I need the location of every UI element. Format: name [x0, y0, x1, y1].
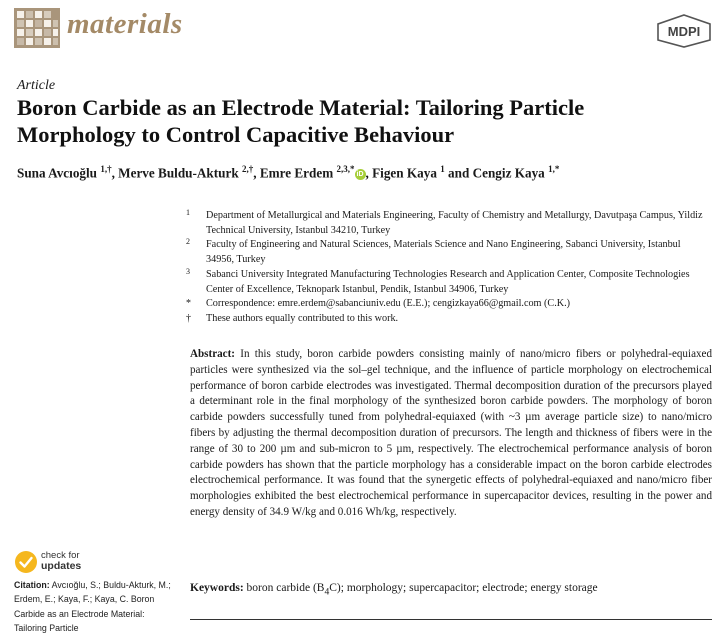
keywords-text: boron carbide (B [246, 582, 325, 594]
affiliations [186, 209, 711, 327]
check-for-updates-line2: updates [41, 560, 82, 572]
correspondence[interactable] [186, 297, 711, 312]
author-affiliation-mark: 2,3,* [336, 164, 355, 174]
keywords-subscript: 4 [324, 586, 330, 598]
author-separator: , [365, 165, 373, 181]
equal-contribution-note [186, 312, 711, 327]
author-affiliation-mark: 2,† [241, 164, 254, 174]
abstract-label: Abstract: [190, 348, 235, 360]
affiliation-text: Faculty of Engineering and Natural Sciences, Materials Science and Nano Engineering, Sabanci University, Istanbul 34956, Turkey [206, 239, 681, 266]
affiliation-item [186, 209, 711, 238]
author-list [17, 164, 717, 181]
journal-logo-icon [14, 8, 60, 48]
author-name[interactable]: Figen Kaya [372, 165, 437, 181]
author-affiliation-mark: 1 [440, 164, 445, 174]
article-type: Article [17, 78, 56, 93]
affiliation-mark: 1 [186, 208, 190, 217]
author-separator: , [253, 165, 260, 181]
check-for-updates-icon [14, 550, 38, 574]
citation-text: Avcıoğlu, S.; Buldu-Akturk, M.; Erdem, E.; Kaya, F.; Kaya, C. Boron Carbide as an Electrode Material: Tailoring Particle [14, 580, 171, 633]
keywords-text-cont: C); morphology; supercapacitor; electrode; energy storage [329, 582, 598, 594]
author-affiliation-mark: 1,* [548, 164, 560, 174]
check-for-updates-button[interactable] [14, 546, 94, 580]
author-affiliation-mark: 1,† [100, 164, 112, 174]
keywords [190, 582, 712, 597]
affiliation-mark: * [186, 298, 191, 310]
author-name[interactable]: Suna Avcıoğlu [17, 165, 98, 181]
affiliation-mark: † [186, 312, 191, 324]
affiliation-text: Sabanci University Integrated Manufacturing Technologies Research and Application Center, Composite Technologies Center of Excellence, Teknopark Istanbul, Pendik, Istanbul 34906, Turkey [206, 268, 690, 295]
affiliation-text: Department of Metallurgical and Materials Engineering, Faculty of Chemistry and Metallurgy, Davutpaşa Campus, Yildiz Technical University, Istanbul 34210, Turkey [206, 210, 703, 236]
abstract [190, 347, 712, 521]
article-title: Boron Carbide as an Electrode Material: Tailoring Particle Morphology to Control Capacitive Behaviour [17, 95, 585, 147]
affiliation-mark: 3 [186, 266, 190, 276]
affiliation-mark: 2 [186, 237, 190, 247]
citation-block [14, 578, 179, 635]
author-name[interactable]: Cengiz Kaya [472, 165, 545, 181]
correspondence-text: Correspondence: emre.erdem@sabanciuniv.edu (E.E.); cengizkaya66@gmail.com (C.K.) [206, 298, 571, 310]
abstract-text: In this study, boron carbide powders consisting mainly of nano/micro fibers or polyhedral-equiaxed particles were synthesized via the sol–gel technique, and the influence of particle morphology on electrochemical performance of boron carbide electrodes was investigated. Thermal decomposition duration of the precursors played a determinant role in the final morphology of the synthesized boron carbide powders. The morphology of boron carbide powders successfully tuned from polyhedral-equiaxed (with ~3 µm average particle size) to nano/micro fibers by adjusting the thermal decomposition duration of precursors. The length and thickness of fibers were in the range of 30 to 200 µm and sub-micron to 5 µm, respectively. The electrochemical performance analysis of boron carbide powders has shown that the particle morphology has a considerable impact on the boron carbide electrodes electrochemical performance. It was found that the synergetic effects of polyhedral-equiaxed and nano/micro fiber morphologies exhibited the best electrochemical performance in supercapacitor devices, resulting in the power and energy density of 34.9 W/kg and 0.016 Wh/kg, respectively. [190, 348, 713, 518]
author-separator: , [111, 165, 119, 181]
affiliation-item [186, 268, 711, 297]
orcid-icon[interactable]: iD [356, 171, 364, 179]
citation-label: Citation: [14, 580, 50, 590]
affiliation-item [186, 238, 711, 267]
author-separator: and [444, 165, 473, 181]
journal-logo [14, 8, 60, 48]
mdpi-logo [656, 14, 712, 48]
mdpi-logo-text: MDPI [667, 24, 701, 39]
author-name[interactable]: Emre Erdem [259, 165, 334, 181]
section-divider [190, 619, 712, 620]
check-for-updates-line1: check for [41, 550, 80, 561]
journal-name: materials [67, 8, 183, 40]
mdpi-logo-icon [656, 14, 712, 48]
author-name[interactable]: Merve Buldu-Akturk [118, 165, 239, 181]
equal-contribution-text: These authors equally contributed to this work. [206, 312, 399, 324]
keywords-label: Keywords: [190, 582, 244, 594]
